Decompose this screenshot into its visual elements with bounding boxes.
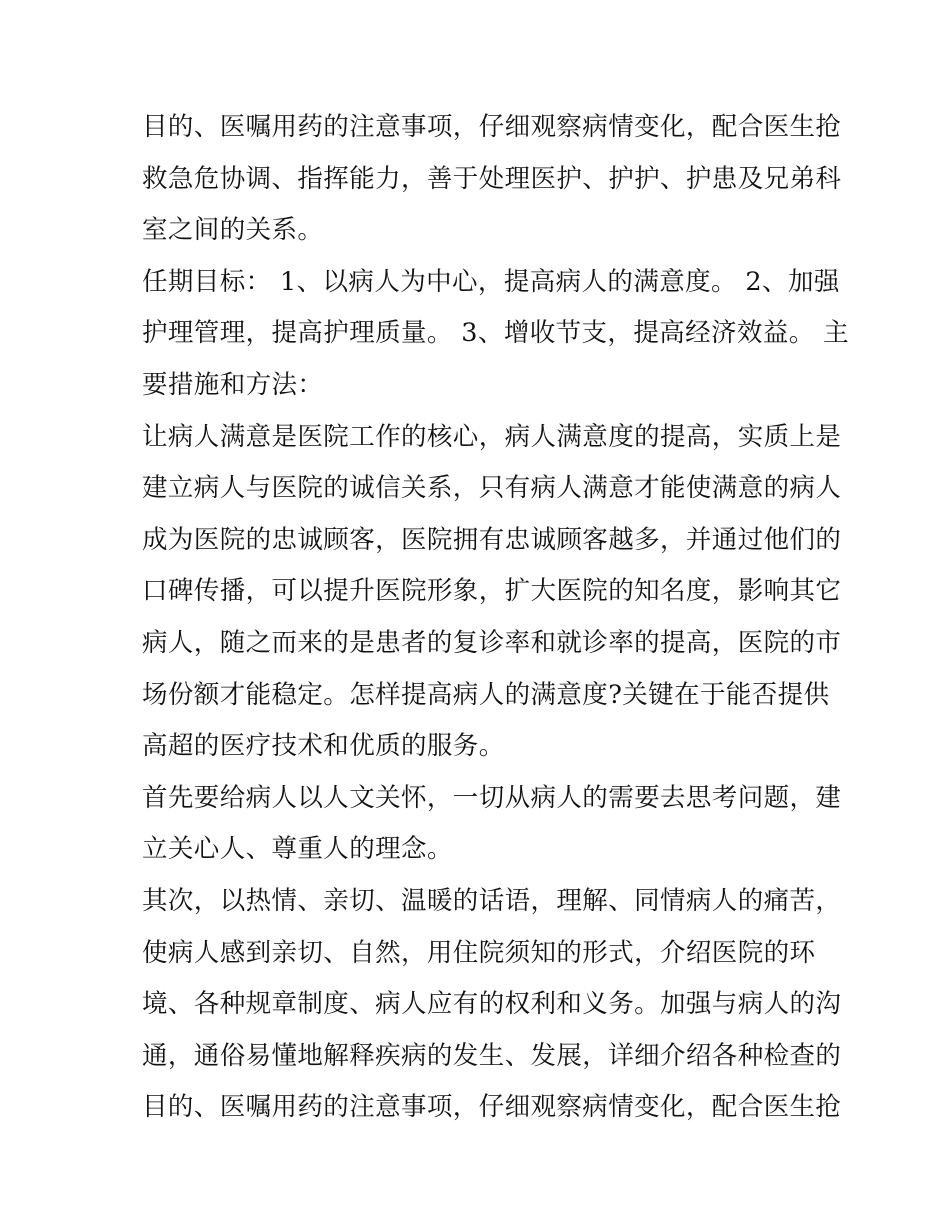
text-line: 要措施和方法： [142, 369, 324, 400]
text-line: 建立病人与医院的诚信关系，只有病人满意才能使满意的病人 [142, 473, 842, 504]
text-line: 立关心人、尊重人的理念。 [142, 834, 453, 865]
text-line: 通，通俗易懂地解释疾病的发生、发展，详细介绍各种检查的 [142, 1040, 842, 1071]
text-line: 室之间的关系。 [142, 215, 324, 246]
text-line: 让病人满意是医院工作的核心，病人满意度的提高，实质上是 [142, 421, 842, 452]
text-line: 境、各种规章制度、病人应有的权利和义务。加强与病人的沟 [142, 989, 842, 1020]
text-line: 护理管理，提高护理质量。 3、增收节支，提高经济效益。 主 [142, 318, 850, 349]
body-text [142, 102, 850, 1134]
text-line: 救急危协调、指挥能力，善于处理医护、护护、护患及兄弟科 [142, 163, 842, 194]
text-line: 病人，随之而来的是患者的复诊率和就诊率的提高，医院的市 [142, 627, 842, 658]
text-line: 首先要给病人以人文关怀，一切从病人的需要去思考问题，建 [142, 782, 842, 813]
text-line: 场份额才能稳定。怎样提高病人的满意度?关键在于能否提供 [142, 679, 830, 710]
text-line: 使病人感到亲切、自然，用住院须知的形式，介绍医院的环 [142, 937, 816, 968]
text-line: 成为医院的忠诚顾客，医院拥有忠诚顾客越多，并通过他们的 [142, 524, 842, 555]
text-line: 任期目标： 1、以病人为中心，提高病人的满意度。 2、加强 [142, 266, 840, 297]
text-line: 口碑传播，可以提升医院形象，扩大医院的知名度，影响其它 [142, 576, 842, 607]
text-line: 目的、医嘱用药的注意事项，仔细观察病情变化，配合医生抢 [142, 1092, 842, 1123]
text-line: 其次，以热情、亲切、温暖的话语，理解、同情病人的痛苦， [142, 885, 842, 916]
text-line: 高超的医疗技术和优质的服务。 [142, 731, 505, 762]
text-line: 目的、医嘱用药的注意事项，仔细观察病情变化，配合医生抢 [142, 112, 842, 142]
